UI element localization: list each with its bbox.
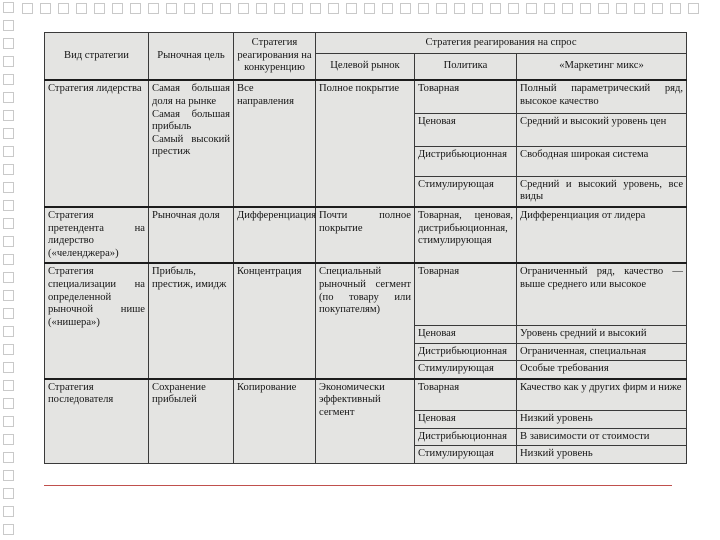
competition-follower: Копирование [234, 379, 316, 464]
mix-leader-1: Полный параметрический ряд, высокое качество [517, 80, 687, 113]
bottom-divider [44, 485, 672, 486]
mix-follower-2: Низкий уровень [517, 411, 687, 429]
mix-niche-2: Уровень средний и высокий [517, 325, 687, 343]
mix-leader-4: Средний и высокий уровень, все виды [517, 176, 687, 207]
header-market-goal: Рыночная цель [149, 33, 234, 81]
header-demand-response: Стратегия реагирования на спрос [316, 33, 687, 54]
header-strategy-type: Вид стратегии [45, 33, 149, 81]
left-decoration [0, 0, 22, 540]
policy-leader-2: Ценовая [415, 113, 517, 146]
strategy-leader: Стратегия лидерства [45, 80, 149, 207]
policy-niche-2: Ценовая [415, 325, 517, 343]
goal-leader-1: Самая большая доля на рынке [152, 83, 230, 107]
competition-niche: Концентрация [234, 263, 316, 378]
goal-follower: Сохранение прибылей [149, 379, 234, 464]
policy-leader-1: Товарная [415, 80, 517, 113]
mix-challenger: Дифференциация от лидера [517, 207, 687, 263]
top-decoration [22, 3, 712, 15]
header-competition-response: Стратегия реагирования на конкуренцию [234, 33, 316, 81]
policy-follower-4: Стимулирующая [415, 446, 517, 464]
target-follower: Экономически эффективный сегмент [316, 379, 415, 464]
policy-follower-3: Дистрибьюционная [415, 428, 517, 446]
goal-leader-2: Самая большая прибыль [152, 108, 230, 133]
policy-leader-4: Стимулирующая [415, 176, 517, 207]
header-marketing-mix: «Маркетинг микс» [517, 54, 687, 81]
strategy-challenger: Стратегия претендента на лидерство («челенджера») [45, 207, 149, 263]
mix-follower-4: Низкий уровень [517, 446, 687, 464]
target-niche: Специальный рыночный сегмент (по товару или покупателям) [316, 263, 415, 378]
policy-niche-4: Стимулирующая [415, 361, 517, 379]
competition-leader: Все направления [234, 80, 316, 207]
mix-niche-1: Ограниченный ряд, качество — выше среднего или высокое [517, 263, 687, 325]
policy-challenger: Товарная, ценовая, дистрибьюционная, стимулирующая [415, 207, 517, 263]
policy-niche-1: Товарная [415, 263, 517, 325]
policy-niche-3: Дистрибьюционная [415, 343, 517, 361]
header-target-market: Целевой рынок [316, 54, 415, 81]
target-leader: Полное покрытие [316, 80, 415, 207]
mix-follower-3: В зависимости от стоимости [517, 428, 687, 446]
competition-challenger: Дифференциация [234, 207, 316, 263]
strategy-niche: Стратегия специализации на определенной рыночной нише («нишера») [45, 263, 149, 378]
policy-follower-2: Ценовая [415, 411, 517, 429]
target-challenger: Почти полное покрытие [316, 207, 415, 263]
mix-follower-1: Качество как у других фирм и ниже [517, 379, 687, 411]
strategy-table [44, 32, 687, 464]
goal-leader [149, 80, 234, 207]
header-policy: Политика [415, 54, 517, 81]
goal-challenger: Рыночная доля [149, 207, 234, 263]
strategy-follower: Стратегия последователя [45, 379, 149, 464]
mix-niche-3: Ограниченная, специальная [517, 343, 687, 361]
goal-niche: Прибыль, престиж, имидж [149, 263, 234, 378]
policy-leader-3: Дистрибьюционная [415, 146, 517, 176]
mix-niche-4: Особые требования [517, 361, 687, 379]
mix-leader-2: Средний и высокий уровень цен [517, 113, 687, 146]
goal-leader-3: Самый высокий престиж [152, 133, 230, 158]
mix-leader-3: Свободная широкая система [517, 146, 687, 176]
table-scan [44, 32, 686, 464]
policy-follower-1: Товарная [415, 379, 517, 411]
